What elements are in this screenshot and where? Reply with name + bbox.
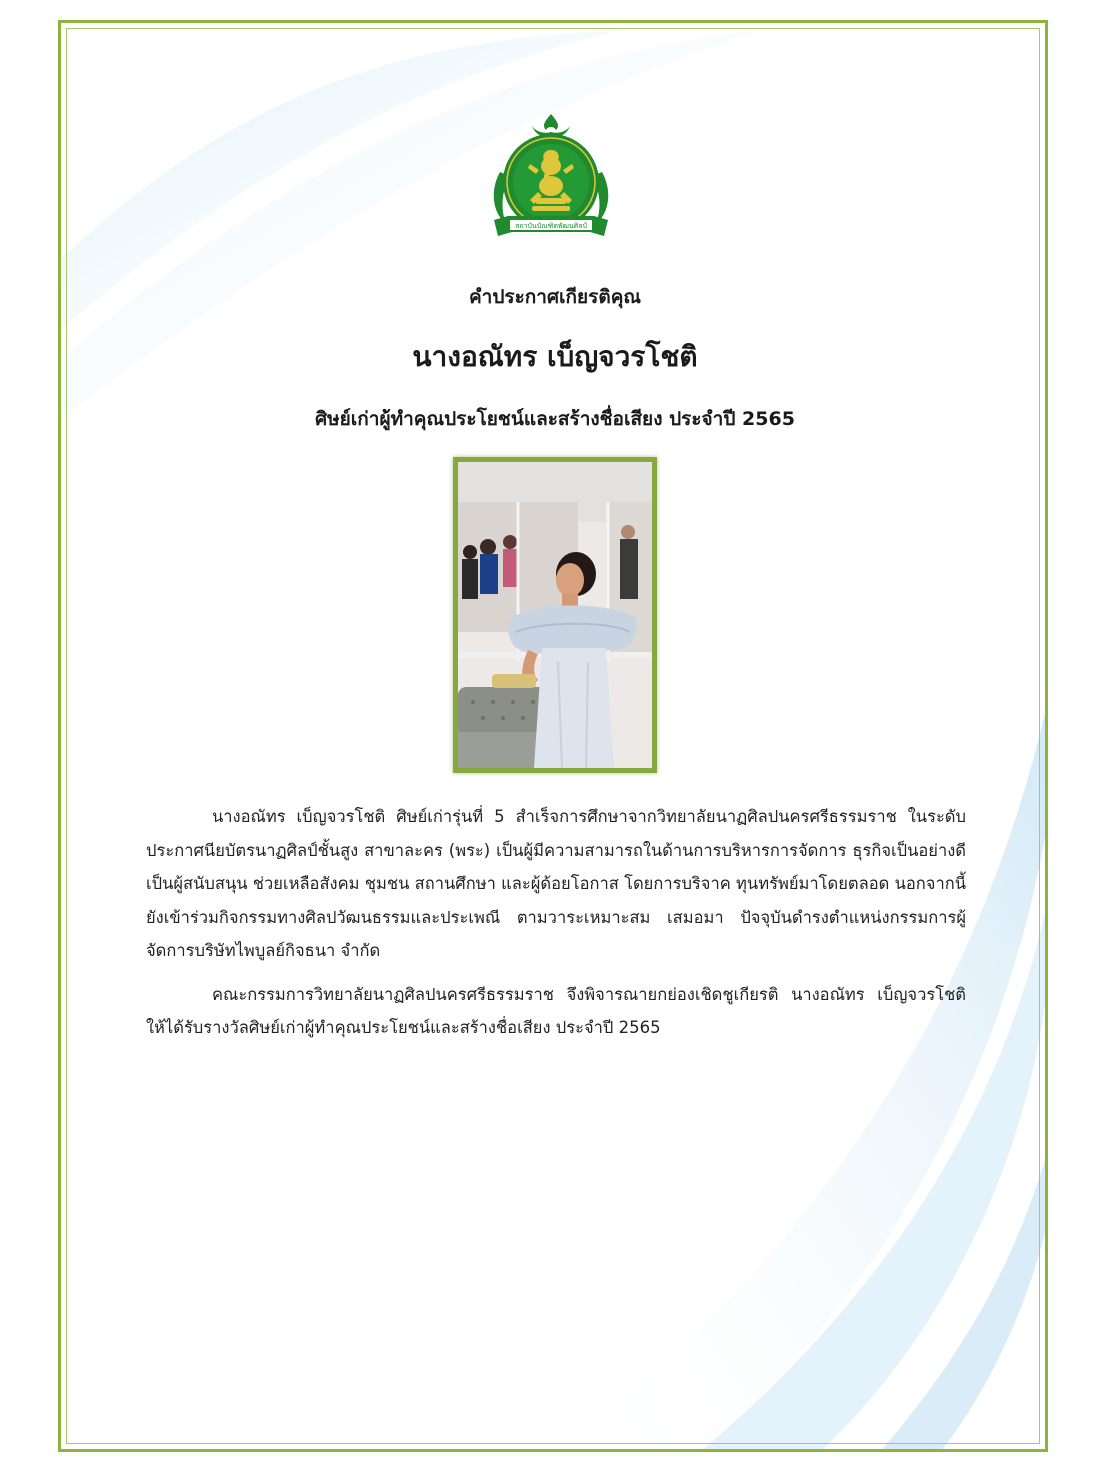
citation-body [146, 800, 966, 1055]
honoree-photo-illustration [458, 462, 652, 768]
citation-paragraph-1: นางอณัทร เบ็ญจวรโชติ ศิษย์เก่ารุ่นที่ 5 สำเร็จการศึกษาจากวิทยาลัยนาฏศิลปนครศรีธรรมราช ในระดับประกาศนียบัตรนาฏศิลป์ชั้นสูง สาขาละคร (พระ) เป็นผู้มีความสามารถในด้านการบริหารการจัดการ ธุรกิจเป็นอย่างดี เป็นผู้สนับสนุน ช่วยเหลือสังคม ชุมชน สถานศึกษา และผู้ด้อยโอกาส โดยการบริจาค ทุนทรัพย์มาโดยตลอด นอกจากนี้ยังเข้าร่วมกิจกรรมทางศิลปวัฒนธรรมและประเพณี ตามวาระเหมาะสม เสมอมา ปัจจุบันดำรงตำแหน่งกรรมการผู้จัดการบริษัทไพบูลย์กิจธนา จำกัด [146, 807, 966, 960]
institution-emblem-icon [486, 112, 616, 250]
award-title: คำประกาศเกียรติคุณ [468, 286, 642, 308]
award-subtitle: ศิษย์เก่าผู้ทำคุณประโยชน์และสร้างชื่อเสียง ประจำปี 2565 [315, 408, 795, 430]
citation-paragraph-2: คณะกรรมการวิทยาลัยนาฏศิลปนครศรีธรรมราช จึงพิจารณายกย่องเชิดชูเกียรติ นางอณัทร เบ็ญจวรโชติ ให้ได้รับรางวัลศิษย์เก่าผู้ทำคุณประโยชน์และสร้างชื่อเสียง ประจำปี 2565 [146, 984, 966, 1037]
honoree-name: นางอณัทร เบ็ญจวรโชติ [412, 340, 698, 373]
honoree-photo [453, 457, 657, 773]
svg-text:สถาบันบัณฑิตพัฒนศิลป์: สถาบันบัณฑิตพัฒนศิลป์ [515, 222, 587, 230]
